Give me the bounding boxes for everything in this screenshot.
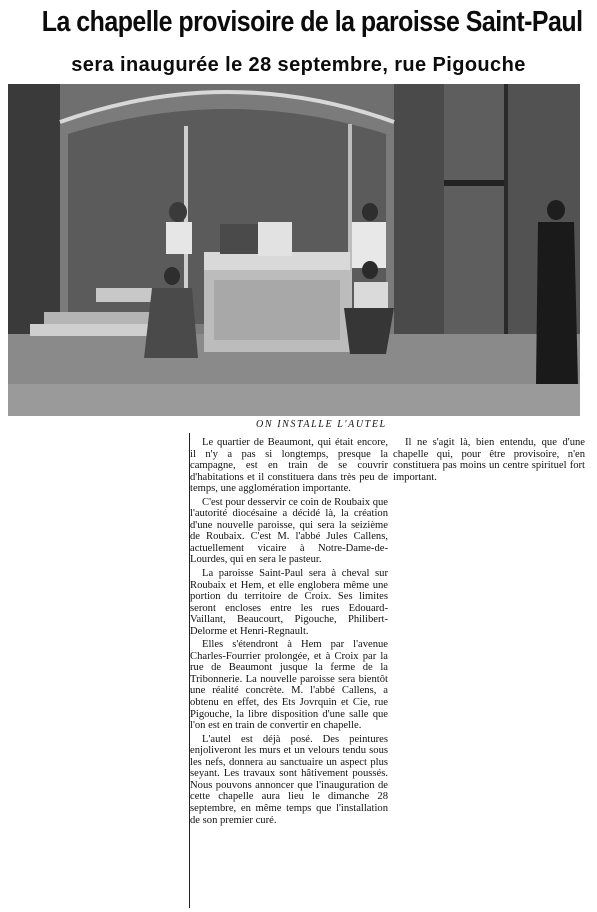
headline: La chapelle provisoire de la paroisse Saint-Paul [41,6,583,38]
paragraph: C'est pour desservir ce coin de Roubaix que l'autorité diocésaine a décidé là, la création d'une nouvelle paroisse, qui sera la seizième de Roubaix. C'est M. l'abbé Jules Callens, actuellement vicaire à Notre-Dame-de-Lourdes, qui en sera le pasteur. [190,496,388,566]
paragraph: L'autel est déjà posé. Des peintures enjoliveront les murs et un velours tendu sous les nefs, donnera au sanctuaire un aspect plus seyant. Les travaux sont hâtivement poussés. Nous pouvons annoncer que l'inauguration de cette chapelle aura lieu le dimanche 28 septembre, en même temps que l'installation de son premier curé. [190,733,388,826]
subheadline: sera inaugurée le 28 septembre, rue Pigouche [71,54,526,76]
photo-caption: ON INSTALLE L'AUTEL [256,419,387,430]
article-column-1 [190,437,388,828]
paragraph: Le quartier de Beaumont, qui était encore, il n'y a pas si longtemps, presque la campagne, est en train de se couvrir d'habitations et il constituera dans très peu de temps, une agglomération importante. [190,437,388,495]
news-photo [8,84,580,416]
paragraph: Il ne s'agit là, bien entendu, que d'une chapelle qui, pour être provisoire, n'en constituera pas moins un centre spirituel fort important. [393,437,585,483]
paragraph: Elles s'étendront à Hem par l'avenue Charles-Fourrier prolongée, et à Croix par la rue de Beaumont jusque la ferme de la Tribonnerie. La nouvelle paroisse sera bientôt une réalité concrète. M. l'abbé Callens, a obtenu en effet, des Ets Jovrquin et Cie, rue Pigouche, la libre disposition d'une salle que l'on est en train de convertir en chapelle. [190,639,388,732]
paragraph: La paroisse Saint-Paul sera à cheval sur Roubaix et Hem, et elle englobera même une portion du territoire de Croix. Ses limites seront encloses entre les rues Edouard-Vaillant, Beaucourt, Pigouche, Philibert-Delorme et Henri-Regnault. [190,568,388,637]
article-column-2 [393,437,585,485]
